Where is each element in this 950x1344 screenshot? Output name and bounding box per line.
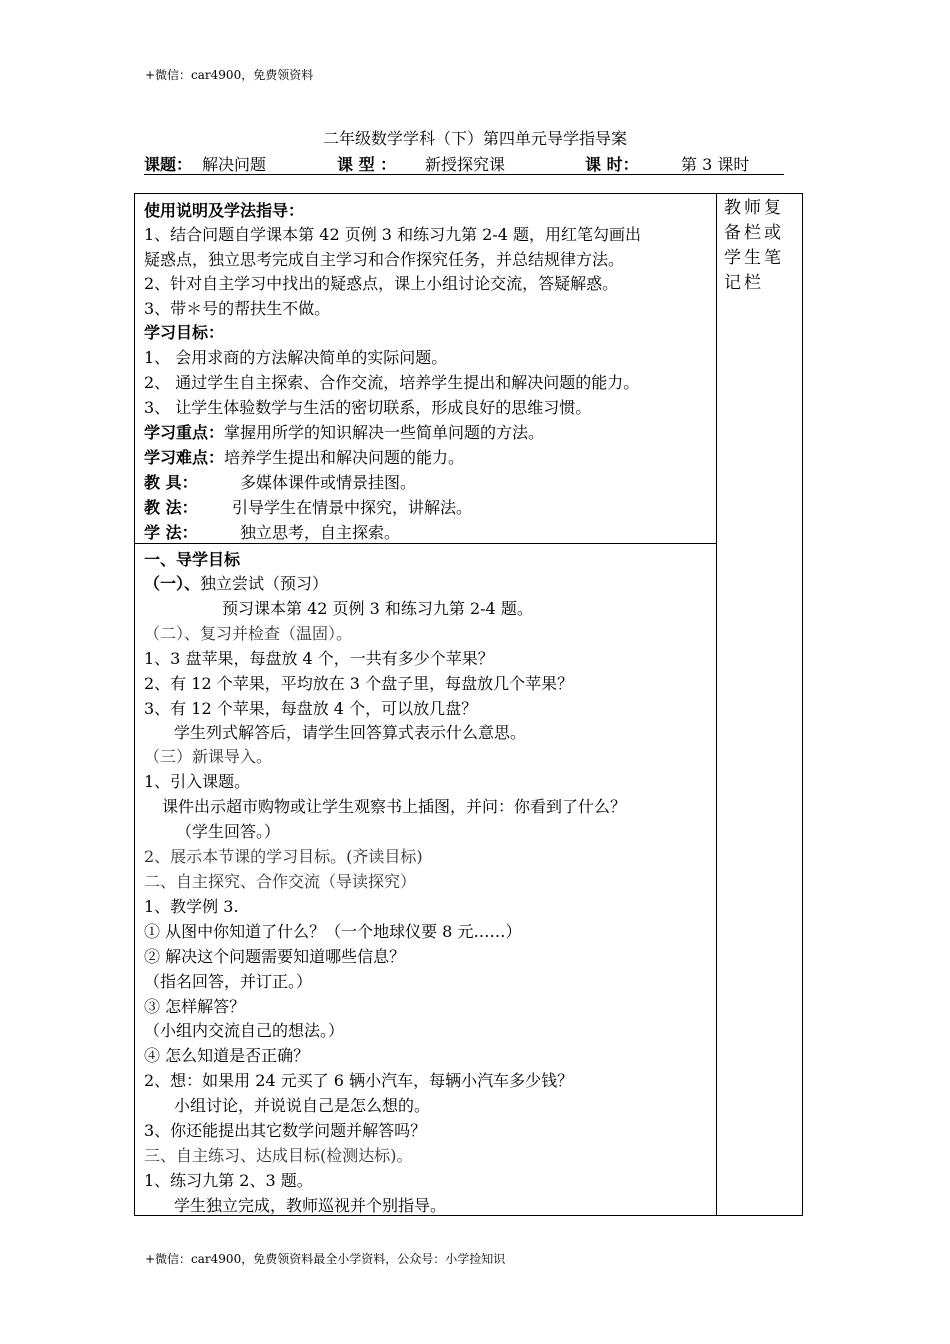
tools-text: 多媒体课件或情景挂图。 bbox=[240, 473, 417, 492]
top-watermark-note: +微信：car4900，免费领资料 bbox=[145, 68, 314, 82]
guide-item: 3、带＊号的帮扶生不做。 bbox=[144, 299, 331, 318]
key-point-label: 学习重点： bbox=[144, 423, 225, 442]
type-value: 新授探究课 bbox=[425, 155, 506, 174]
example-question: ③ 怎样解答？ bbox=[144, 997, 246, 1016]
intro-item: 2、展示本节课的学习目标。(齐读目标) bbox=[144, 847, 423, 866]
example-question: ① 从图中你知道了什么？（一个地球仪要 8 元……） bbox=[144, 922, 522, 941]
practice-note: 学生独立完成，教师巡视并个别指导。 bbox=[174, 1196, 447, 1215]
section-3-heading: 三、自主练习、达成目标(检测达标)。 bbox=[144, 1146, 413, 1165]
notes-line: 学生笔 bbox=[724, 248, 784, 268]
intro-detail: 课件出示超市购物或让学生观察书上插图，并问：你看到了什么？ bbox=[162, 797, 627, 816]
guide-item: 1、结合问题自学课本第 42 页例 3 和练习九第 2-4 题，用红笔勾画出 bbox=[144, 225, 642, 244]
learning-method-label: 学 法： bbox=[144, 523, 198, 542]
practice-item: 1、练习九第 2、3 题。 bbox=[144, 1171, 313, 1190]
lesson-meta-row bbox=[144, 152, 784, 175]
intro-reply: （学生回答。） bbox=[176, 822, 281, 841]
subsection-1 bbox=[144, 571, 328, 594]
section-1-heading: 一、导学目标 bbox=[144, 550, 241, 569]
notes-line: 记栏 bbox=[724, 273, 764, 293]
subsection-3: （三）新课导入。 bbox=[144, 747, 273, 766]
example-note: （小组内交流自己的想法。） bbox=[144, 1021, 345, 1040]
section-2-heading: 二、自主探究、合作交流（导读探究） bbox=[144, 872, 417, 891]
document-title: 二年级数学学科（下）第四单元导学指导案 bbox=[322, 129, 627, 148]
think-note: 小组讨论，并说说自己是怎么想的。 bbox=[174, 1096, 431, 1115]
tools-label: 教 具： bbox=[144, 473, 198, 492]
preview-line: 预习课本第 42 页例 3 和练习九第 2-4 题。 bbox=[222, 599, 533, 618]
topic-value: 解决问题 bbox=[202, 155, 267, 174]
learning-method-text: 独立思考，自主探索。 bbox=[240, 523, 401, 542]
difficulty-label: 学习难点： bbox=[144, 448, 225, 467]
guide-heading: 使用说明及学法指导： bbox=[144, 201, 305, 220]
notes-line: 备栏或 bbox=[724, 223, 784, 243]
goal-item: 1、 会用求商的方法解决简单的实际问题。 bbox=[144, 348, 448, 367]
difficulty-text: 培养学生提出和解决问题的能力。 bbox=[224, 448, 465, 467]
difficulty-line bbox=[144, 445, 464, 468]
column-divider bbox=[716, 193, 717, 1216]
intro-item: 1、引入课题。 bbox=[144, 772, 251, 791]
review-question: 1、3 盘苹果，每盘放 4 个，一共有多少个苹果？ bbox=[144, 649, 494, 668]
topic-label: 课题： bbox=[144, 155, 193, 174]
review-question: 2、有 12 个苹果，平均放在 3 个盘子里，每盘放几个苹果？ bbox=[144, 674, 574, 693]
subsection-2: （二）、复习并检查（温固）。 bbox=[144, 624, 353, 643]
learning-method-line bbox=[144, 520, 400, 543]
teaching-method-line bbox=[144, 495, 472, 518]
extend-item: 3、你还能提出其它数学问题并解答吗？ bbox=[144, 1121, 427, 1140]
teaching-method-text: 引导学生在情景中探究，讲解法。 bbox=[232, 498, 473, 517]
type-label: 课 型 ： bbox=[337, 155, 397, 174]
period-value: 第 3 课时 bbox=[681, 155, 750, 174]
bottom-watermark-note: +微信：car4900，免费领资料最全小学资料，公众号：小学捡知识 bbox=[145, 1252, 506, 1266]
subsection-1-label: （一）、 bbox=[144, 574, 201, 593]
goals-heading: 学习目标： bbox=[144, 323, 225, 342]
period-label: 课 时： bbox=[585, 155, 639, 174]
goal-item: 3、 让学生体验数学与生活的密切联系，形成良好的思维习惯。 bbox=[144, 398, 592, 417]
teacher-notes-column bbox=[724, 196, 798, 296]
think-item: 2、想：如果用 24 元买了 6 辆小汽车，每辆小汽车多少钱？ bbox=[144, 1071, 574, 1090]
teaching-method-label: 教 法： bbox=[144, 498, 198, 517]
key-point-line bbox=[144, 420, 544, 443]
example-question: ④ 怎么知道是否正确？ bbox=[144, 1046, 310, 1065]
tools-line bbox=[144, 470, 416, 493]
key-point-text: 掌握用所学的知识解决一些简单问题的方法。 bbox=[224, 423, 545, 442]
subsection-1-text: 独立尝试（预习） bbox=[200, 574, 329, 593]
goal-item: 2、 通过学生自主探索、合作交流，培养学生提出和解决问题的能力。 bbox=[144, 373, 640, 392]
notes-line: 教师复 bbox=[724, 198, 784, 218]
example-note: （指名回答，并订正。） bbox=[144, 972, 313, 991]
guide-item: 2、针对自主学习中找出的疑惑点，课上小组讨论交流，答疑解惑。 bbox=[144, 274, 619, 293]
answer-note: 学生列式解答后，请学生回答算式表示什么意思。 bbox=[174, 723, 527, 742]
guide-item: 疑惑点，独立思考完成自主学习和合作探究任务，并总结规律方法。 bbox=[144, 250, 625, 269]
example-question: ② 解决这个问题需要知道哪些信息？ bbox=[144, 947, 406, 966]
example-heading: 1、教学例 3. bbox=[144, 897, 239, 916]
review-question: 3、有 12 个苹果，每盘放 4 个，可以放几盘？ bbox=[144, 699, 478, 718]
row-divider bbox=[134, 543, 717, 544]
